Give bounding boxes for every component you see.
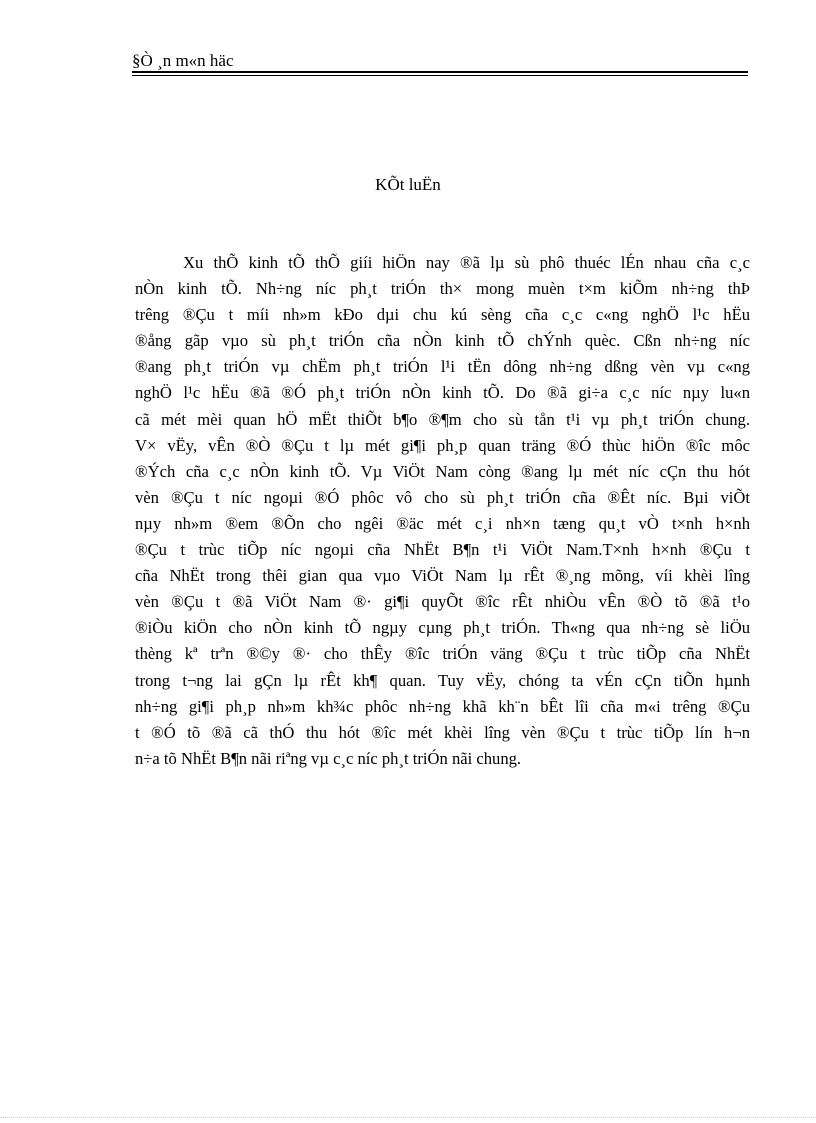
paragraph-line: ®ang ph¸t triÓn vµ chËm ph¸t triÓn l¹i tËn dông nh÷ng dßng vèn vµ c«ng — [135, 357, 750, 377]
paragraph-line: ®ång gãp vµo sù ph¸t triÓn cña nÒn kinh tÕ chÝnh quèc. Cßn nh÷ng níc — [135, 331, 750, 351]
paragraph-line: vèn ®Çu t níc ngoµi ®Ó phôc vô cho sù ph¸t triÓn cña ®Êt níc. Bµi viÕt — [135, 487, 750, 507]
header-rule-thin — [132, 75, 748, 76]
paragraph-line: cã mét mèi quan hÖ mËt thiÕt b¶o ®¶m cho sù tån t¹i vµ ph¸t triÓn chung. — [135, 409, 750, 429]
header-title: §Ò ¸n m«n häc — [132, 51, 234, 70]
paragraph-line: nµy nh»m ®em ®Õn cho ngêi ®äc mét c¸i nh×n tæng qu¸t vÒ t×nh h×nh — [135, 513, 750, 533]
paragraph-line: V× vËy, vÊn ®Ò ®Çu t lµ mét gi¶i ph¸p quan träng ®Ó thùc hiÖn ®îc môc — [135, 435, 750, 455]
paragraph-line: nh÷ng gi¶i ph¸p nh»m kh¾c phôc nh÷ng khã kh¨n bÊt lîi cña m«i trêng ®Çu — [135, 696, 750, 716]
paragraph-line: Xu thÕ kinh tÕ thÕ giíi hiÖn nay ®ã lµ sù phô thuéc lÉn nhau cña c¸c — [183, 253, 750, 272]
paragraph-line: nghÖ l¹c hËu ®ã ®Ó ph¸t triÓn nÒn kinh tÕ. Do ®ã gi÷a c¸c níc nµy lu«n — [135, 383, 750, 403]
paragraph-line: ®iÒu kiÖn cho nÒn kinh tÕ ngµy cµng ph¸t triÓn. Th«ng qua nh÷ng sè liÖu — [135, 618, 750, 638]
page-bottom-border — [0, 1117, 816, 1118]
paragraph-line: t ®Ó tõ ®ã cã thÓ thu hót ®îc mét khèi lîng vèn ®Çu t trùc tiÕp lín h¬n — [135, 722, 750, 742]
paragraph-line: ®Ých cña c¸c nÒn kinh tÕ. Vµ ViÖt Nam còng ®ang lµ mét níc cÇn thu hót — [135, 461, 750, 481]
paragraph-line: trong t¬ng lai gÇn lµ rÊt kh¶ quan. Tuy vËy, chóng ta vÉn cÇn tiÕn hµnh — [135, 670, 750, 690]
paragraph-line: thèng kª trªn ®©y ®· cho thÊy ®îc triÓn väng ®Çu t trùc tiÕp cña NhËt — [135, 644, 750, 664]
header-rule-thick — [132, 71, 748, 73]
paragraph-line: cña NhËt trong thêi gian qua vµo ViÖt Nam lµ rÊt ®¸ng mõng, víi khèi lîng — [135, 566, 750, 586]
conclusion-paragraph — [135, 250, 750, 772]
paragraph-line: ®Çu t trùc tiÕp níc ngoµi cña NhËt B¶n t¹i ViÖt Nam.T×nh h×nh ®Çu t — [135, 540, 750, 560]
paragraph-line: vèn ®Çu t ®ã ViÖt Nam ®· gi¶i quyÕt ®îc rÊt nhiÒu vÊn ®Ò tõ ®ã t¹o — [135, 592, 750, 612]
paragraph-line: n÷a tõ NhËt B¶n nãi riªng vµ c¸c níc ph¸t triÓn nãi chung. — [135, 748, 522, 768]
page-header — [132, 50, 748, 76]
section-title: KÕt luËn — [375, 175, 441, 194]
paragraph-line: trêng ®Çu t míi nh»m kÐo dµi chu kú sèng cña c¸c c«ng nghÖ l¹c hËu — [135, 305, 750, 325]
paragraph-line: nÒn kinh tÕ. Nh÷ng níc ph¸t triÓn th× mong muèn t×m kiÕm nh÷ng thÞ — [135, 279, 750, 299]
